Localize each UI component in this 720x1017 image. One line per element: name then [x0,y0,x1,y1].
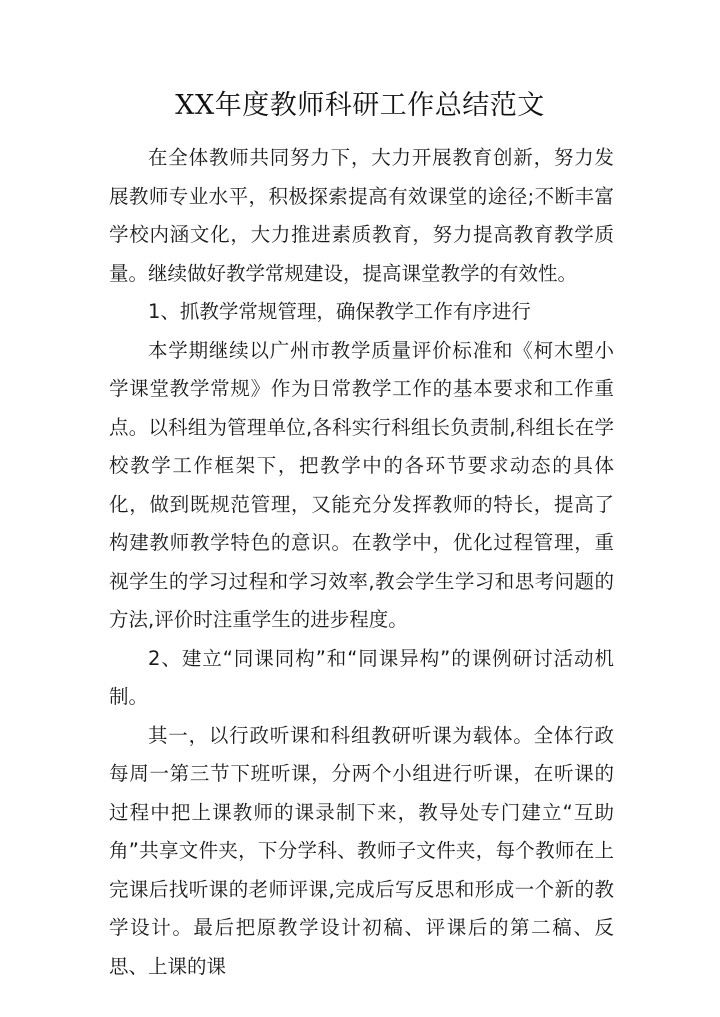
section-heading-2: 2、建立“同课同构”和“同课异构”的课例研讨活动机制。 [109,646,614,708]
section-heading-1: 1、抓教学常规管理，确保教学工作有序进行 [148,300,531,323]
paragraph-section-1: 本学期继续以广州市教学质量评价标准和《柯木塱小学课堂教学常规》作为日常教学工作的基本要求和工作重点。以科组为管理单位,各科实行科组长负责制,科组长在学校教学工作框架下，把教学中的各环节要求动态的具体化，做到既规范管理，又能充分发挥教师的特长，提高了构建教师教学特色的意识。在教学中，优化过程管理，重视学生的学习过程和学习效率,教会学生学习和思考问题的方法,评价时注重学生的进步程度。 [109,338,614,631]
paragraph-intro: 在全体教师共同努力下，大力开展教育创新，努力发展教师专业水平，积极探索提高有效课堂的途径;不断丰富学校内涵文化，大力推进素质教育，努力提高教育教学质量。继续做好教学常规建设，提高课堂教学的有效性。 [109,146,614,285]
document-body [109,139,614,986]
paragraph-section-2: 其一，以行政听课和科组教研听课为载体。全体行政每周一第三节下班听课，分两个小组进行听课，在听课的过程中把上课教师的课录制下来，教导处专门建立“互助角”共享文件夹，下分学科、教师子文件夹，每个教师在上完课后找听课的老师评课,完成后写反思和形成一个新的教学设计。最后把原教学设计初稿、评课后的第二稿、反思、上课的课 [109,723,614,978]
document-title: XX年度教师科研工作总结范文 [175,90,545,121]
